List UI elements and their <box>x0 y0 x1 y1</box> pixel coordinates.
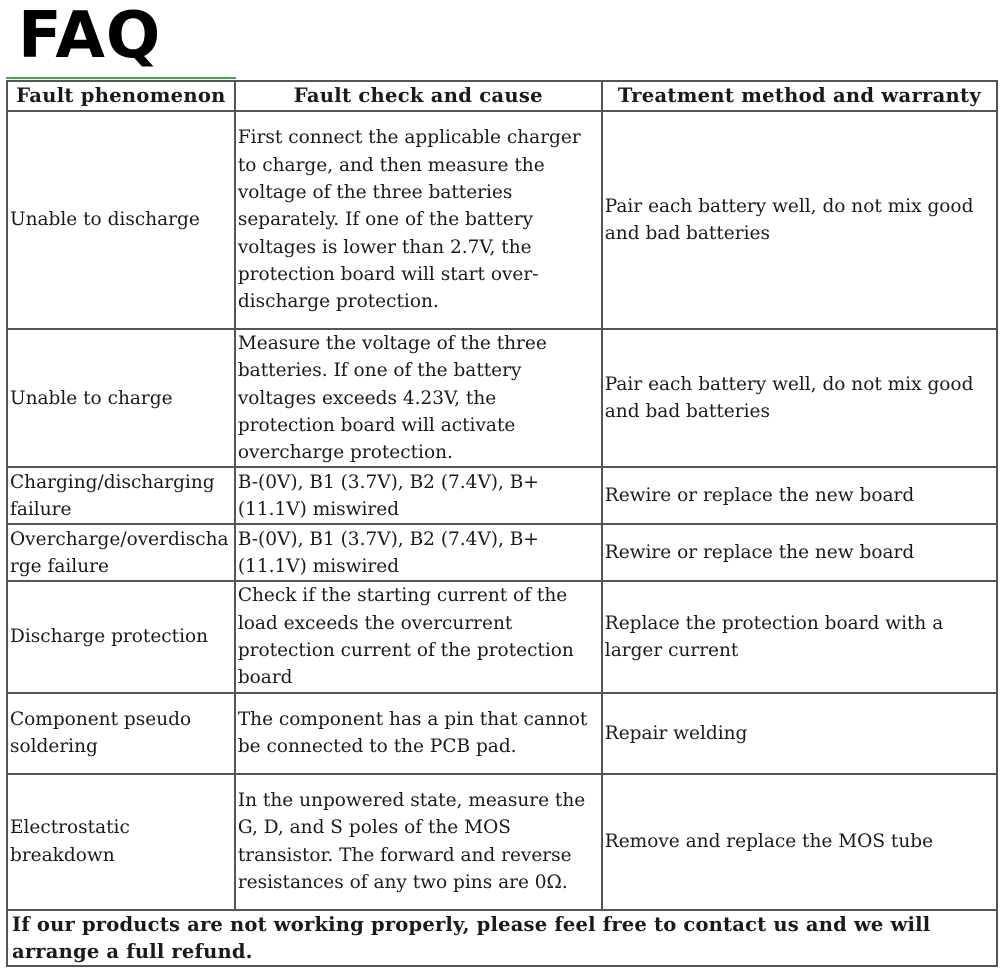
cell-cause: Measure the voltage of the three batteries. If one of the battery voltages exceeds 4.23V, the protection board will activate overcharge protection. <box>235 329 602 467</box>
cell-treatment: Rewire or replace the new board <box>602 524 997 581</box>
cell-treatment: Pair each battery well, do not mix good and bad batteries <box>602 111 997 329</box>
cell-treatment: Repair welding <box>602 693 997 774</box>
page-title: FAQ <box>18 0 162 73</box>
table-row <box>7 524 997 581</box>
header-fault-phenomenon: Fault phenomenon <box>7 81 235 111</box>
cell-cause: B-(0V), B1 (3.7V), B2 (7.4V), B+ (11.1V) miswired <box>235 524 602 581</box>
table-row <box>7 774 997 910</box>
cell-phenomenon: Discharge protection <box>7 581 235 692</box>
header-treatment-warranty: Treatment method and warranty <box>602 81 997 111</box>
cell-phenomenon: Charging/discharging failure <box>7 467 235 524</box>
table-row <box>7 111 997 329</box>
cell-cause: In the unpowered state, measure the G, D, and S poles of the MOS transistor. The forward and reverse resistances of any two pins are 0Ω. <box>235 774 602 910</box>
cell-phenomenon: Overcharge/overdischarge failure <box>7 524 235 581</box>
cell-phenomenon: Unable to charge <box>7 329 235 467</box>
cell-cause: First connect the applicable charger to charge, and then measure the voltage of the three batteries separately. If one of the battery voltages is lower than 2.7V, the protection board will start over-discharge protection. <box>235 111 602 329</box>
cell-phenomenon: Electrostatic breakdown <box>7 774 235 910</box>
refund-notice: If our products are not working properly, please feel free to contact us and we will arrange a full refund. <box>7 910 997 966</box>
cell-phenomenon: Component pseudo soldering <box>7 693 235 774</box>
cell-cause: B-(0V), B1 (3.7V), B2 (7.4V), B+ (11.1V) miswired <box>235 467 602 524</box>
cell-treatment: Replace the protection board with a larger current <box>602 581 997 692</box>
faq-table <box>6 80 998 967</box>
footer-row <box>7 910 997 966</box>
cell-phenomenon: Unable to discharge <box>7 111 235 329</box>
table-header-row <box>7 81 997 111</box>
cell-treatment: Remove and replace the MOS tube <box>602 774 997 910</box>
cell-cause: Check if the starting current of the load exceeds the overcurrent protection current of the protection board <box>235 581 602 692</box>
cell-treatment: Pair each battery well, do not mix good and bad batteries <box>602 329 997 467</box>
cell-treatment: Rewire or replace the new board <box>602 467 997 524</box>
accent-divider <box>6 77 236 79</box>
cell-cause: The component has a pin that cannot be connected to the PCB pad. <box>235 693 602 774</box>
table-row <box>7 581 997 692</box>
table-row <box>7 693 997 774</box>
table-row <box>7 467 997 524</box>
table-row <box>7 329 997 467</box>
header-fault-check-cause: Fault check and cause <box>235 81 602 111</box>
